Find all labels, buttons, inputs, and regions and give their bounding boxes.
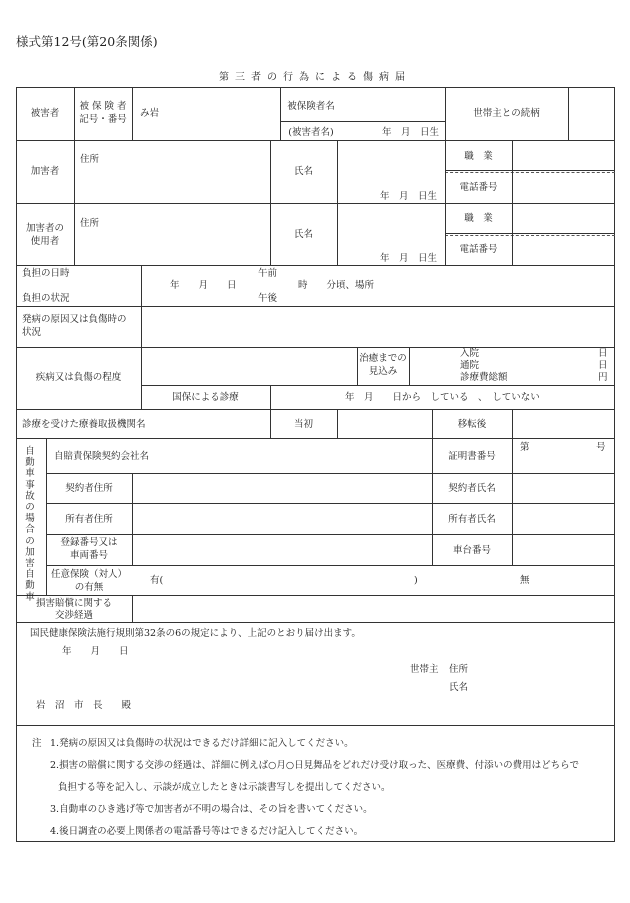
voluntary-no-label: 無 (520, 575, 530, 586)
insurance-number-value[interactable]: み岩 (140, 108, 160, 119)
employer-birth-label: 年 月 日生 (380, 253, 438, 264)
outpatient-day-unit: 日 (598, 360, 608, 371)
assailant-birth-label: 年 月 日生 (380, 191, 438, 202)
hospital-first-label: 当初 (294, 419, 314, 430)
severity-label: 疾病又は負傷の程度 (35, 372, 122, 383)
voluntary-insurance-label-2: の有無 (74, 582, 104, 593)
negotiation-label-2: 交渉経過 (54, 610, 93, 621)
insurance-number-label-2: 記号・番号 (79, 114, 127, 125)
voluntary-insurance-label: 任意保険（対人） (50, 569, 127, 580)
outpatient-label: 通院 (460, 360, 480, 371)
negotiation-label: 損害賠償に関する (35, 598, 112, 609)
am-label: 午前 (258, 268, 278, 279)
injury-time-line: 時 分頃、場所 (298, 280, 375, 291)
victim-birth-label: 年 月 日生 (382, 127, 440, 138)
employer-label: 加害者の (25, 223, 64, 234)
owner-name-label: 所有者氏名 (448, 514, 496, 525)
form-number: 様式第12号(第20条関係) (16, 34, 158, 49)
relation-label: 世帯主との続柄 (473, 108, 540, 119)
employer-address-label: 住所 (80, 218, 100, 229)
assailant-occupation-label: 職 業 (464, 151, 493, 162)
pm-label: 午後 (258, 293, 278, 304)
employer-occupation-label: 職 業 (464, 213, 493, 224)
declaration-date: 年 月 日 (62, 646, 129, 657)
notes-prefix: 注 (32, 738, 42, 749)
contractor-name-label: 契約者氏名 (448, 483, 496, 494)
plate-label-2: 車両番号 (69, 550, 108, 561)
voluntary-yes-close: ) (414, 575, 418, 586)
note-item: 1.発病の原因又は負傷時の状況はできるだけ詳細に記入してください。 (50, 738, 354, 749)
employer-name-label: 氏名 (293, 229, 313, 240)
victim-label: 被害者 (30, 108, 60, 119)
addressee: 岩 沼 市 長 殿 (36, 700, 132, 711)
victim-name-label: (被害者名) (288, 127, 334, 138)
plate-label: 登録番号又は (60, 537, 118, 548)
cert-go-label: 号 (596, 442, 606, 453)
cause-label: 発病の原因又は負傷時の (22, 314, 127, 325)
cert-label: 証明書番号 (448, 451, 496, 462)
employer-phone-label: 電話番号 (459, 244, 498, 255)
nhi-label: 国保による診療 (172, 392, 239, 403)
injury-date-label: 負担の日時 (22, 268, 70, 279)
declaration-text: 国民健康保険法施行規則第32条の6の規定により、上記のとおり届け出ます。 (30, 628, 361, 639)
note-item: 3.自動車のひき逃げ等で加害者が不明の場合は、その旨を書いてください。 (50, 804, 373, 815)
nhi-line: 年 月 日から している 、 していない (345, 392, 540, 403)
note-item: 2.損害の賠償に関する交渉の経過は、詳細に例えば○月○日見舞品をどれだけ受け取った、医療費、付添いの費用はどちらで (50, 760, 580, 771)
inpatient-day-unit: 日 (598, 348, 608, 359)
head-address-label: 住所 (449, 664, 469, 675)
head-label: 世帯主 (410, 664, 439, 675)
owner-address-label: 所有者住所 (65, 514, 113, 525)
inpatient-label: 入院 (460, 348, 480, 359)
vehicle-side-label: 自 動 車 事 故 の 場 合 の 加 害 自 動 車 (25, 446, 35, 603)
injury-date-line: 年 月 日 (170, 280, 237, 291)
chassis-label: 車台番号 (452, 545, 491, 556)
hospital-label: 診療を受けた療養取扱機関名 (22, 419, 146, 430)
insurance-number-label: 被 保 険 者 (79, 101, 127, 112)
insured-name-label: 被保険者名 (287, 101, 335, 112)
assailant-name-label: 氏名 (293, 166, 313, 177)
total-cost-label: 診療費総額 (460, 372, 508, 383)
employer-label-2: 使用者 (30, 236, 60, 247)
until-cure-label-2: 見込み (368, 366, 398, 377)
contractor-address-label: 契約者住所 (65, 483, 113, 494)
injury-situation-label: 負担の状況 (22, 293, 70, 304)
head-name-label: 氏名 (449, 682, 469, 693)
hospital-transfer-label: 移転後 (457, 419, 487, 430)
note-item: 4.後日調査の必要上関係者の電話番号等はできるだけ記入してください。 (50, 826, 364, 837)
cause-label-2: 状況 (22, 327, 42, 338)
cert-dai-label: 第 (520, 442, 530, 453)
insurer-label: 自賠責保険契約会社名 (54, 451, 150, 462)
assailant-label: 加害者 (30, 166, 60, 177)
form-frame (16, 87, 615, 842)
until-cure-label: 治癒までの (359, 353, 407, 364)
note-item: 負担する等を記入し、示談が成立したときは示談書写しを提出してください。 (58, 782, 391, 793)
assailant-phone-label: 電話番号 (459, 182, 498, 193)
yen-unit: 円 (598, 372, 608, 383)
voluntary-yes-label: 有( (150, 575, 164, 586)
form-title: 第三者の行為による傷病届 (219, 72, 411, 83)
assailant-address-label: 住所 (80, 154, 100, 165)
